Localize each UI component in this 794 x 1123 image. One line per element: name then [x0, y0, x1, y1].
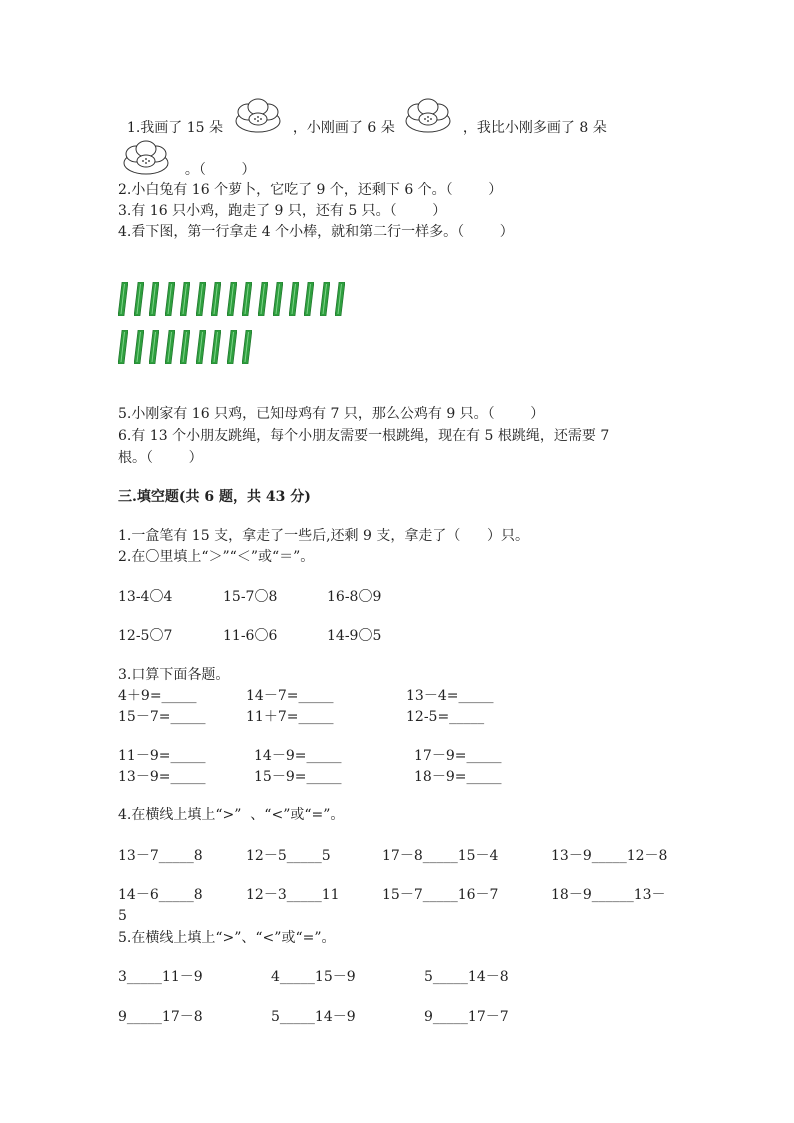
counting-stick [180, 330, 190, 364]
judge-q1-c [454, 101, 607, 137]
calc-item: 4＋9=_____ [118, 688, 197, 704]
judge-q1-text-d: 。（ ） [184, 162, 256, 178]
counting-stick [289, 282, 299, 316]
fill-q1: 1.一盒笔有 15 支，拿走了一些后,还剩 9 支，拿走了（ ）只。 [118, 528, 530, 544]
compare-blank-item: 14－6_____8 [118, 887, 203, 903]
counting-stick [211, 282, 221, 316]
calc-item: 12-5=_____ [406, 709, 485, 725]
compare-blank-item: 12－5_____5 [246, 848, 331, 864]
compare-item: 11-6〇6 [223, 628, 278, 644]
compare-blank-item: 13－9_____12－8 [551, 848, 668, 864]
counting-stick [242, 330, 252, 364]
compare-item: 16-8〇9 [327, 589, 382, 605]
counting-stick [149, 330, 159, 364]
counting-stick [134, 282, 144, 316]
compare-item: 13-4〇4 [118, 589, 173, 605]
counting-stick [118, 282, 128, 316]
compare-blank-wrap: 5 [118, 908, 127, 924]
counting-stick [227, 282, 237, 316]
counting-stick [149, 282, 159, 316]
counting-stick [118, 330, 128, 364]
counting-stick [242, 282, 252, 316]
counting-stick [273, 282, 283, 316]
compare-item: 15-7〇8 [223, 589, 278, 605]
counting-stick [165, 330, 175, 364]
counting-stick [304, 282, 314, 316]
counting-stick [320, 282, 330, 316]
counting-stick [227, 330, 237, 364]
compare-blank-item: 9_____17－8 [118, 1009, 203, 1025]
judge-q1-text-c: ，我比小刚多画了 8 朵 [462, 120, 607, 136]
counting-stick [258, 282, 268, 316]
counting-stick [134, 330, 144, 364]
judge-q1 [118, 101, 223, 137]
compare-blank-item: 18－9______13－ [551, 887, 666, 903]
counting-stick [196, 330, 206, 364]
calc-item: 13－9=_____ [118, 769, 206, 785]
judge-q1-b [284, 101, 395, 137]
compare-blank-item: 12－3_____11 [246, 887, 340, 903]
judge-q1-d [176, 143, 256, 179]
flower-icon [234, 95, 282, 135]
calc-item: 15－7=_____ [118, 709, 206, 725]
calc-item: 17－9=_____ [414, 748, 502, 764]
fill-q4-title: 4.在横线上填上“>” 、“<”或“=”。 [118, 807, 345, 823]
fill-q2-title: 2.在〇里填上“＞”“＜”或“＝”。 [118, 549, 315, 565]
calc-item: 14－9=_____ [254, 748, 342, 764]
fill-q5-title: 5.在横线上填上“>”、“<”或“=”。 [118, 930, 336, 946]
compare-blank-item: 3_____11－9 [118, 969, 203, 985]
compare-item: 14-9〇5 [327, 628, 382, 644]
compare-blank-item: 17－8_____15－4 [382, 848, 499, 864]
counting-stick [196, 282, 206, 316]
sticks-row-2 [118, 330, 268, 370]
compare-blank-item: 4_____15－9 [271, 969, 356, 985]
calc-item: 15－9=_____ [254, 769, 342, 785]
flower-icon [404, 95, 452, 135]
fill-q3-title: 3.口算下面各题。 [118, 667, 230, 683]
judge-q4: 4.看下图，第一行拿走 4 个小棒，就和第二行一样多。（ ） [118, 224, 514, 240]
counting-stick [165, 282, 175, 316]
calc-item: 14－7=_____ [246, 688, 334, 704]
compare-blank-item: 5_____14－9 [271, 1009, 356, 1025]
calc-item: 13－4=_____ [406, 688, 494, 704]
counting-stick [211, 330, 221, 364]
section-title: 三.填空题(共 6 题，共 43 分) [118, 489, 311, 505]
calc-item: 18－9=_____ [414, 769, 502, 785]
judge-q6-line2: 根。（ ） [118, 450, 203, 466]
judge-q6-line1: 6.有 13 个小朋友跳绳，每个小朋友需要一根跳绳，现在有 5 根跳绳，还需要 7 [118, 428, 610, 444]
compare-blank-item: 9_____17－7 [424, 1009, 509, 1025]
judge-q1-text-a: 1.我画了 15 朵 [126, 120, 223, 136]
counting-stick [335, 282, 345, 316]
judge-q3: 3.有 16 只小鸡，跑走了 9 只，还有 5 只。（ ） [118, 203, 447, 219]
judge-q2: 2.小白兔有 16 个萝卜，它吃了 9 个，还剩下 6 个。（ ） [118, 182, 503, 198]
sticks-row-1 [118, 282, 358, 322]
counting-stick [180, 282, 190, 316]
calc-item: 11＋7=_____ [246, 709, 334, 725]
compare-blank-item: 5_____14－8 [424, 969, 509, 985]
flower-icon [122, 137, 170, 177]
compare-blank-item: 13－7_____8 [118, 848, 203, 864]
compare-item: 12-5〇7 [118, 628, 173, 644]
judge-q1-text-b: ，小刚画了 6 朵 [292, 120, 395, 136]
calc-item: 11－9=_____ [118, 748, 206, 764]
judge-q5: 5.小刚家有 16 只鸡，已知母鸡有 7 只，那么公鸡有 9 只。（ ） [118, 406, 545, 422]
compare-blank-item: 15－7_____16－7 [382, 887, 499, 903]
